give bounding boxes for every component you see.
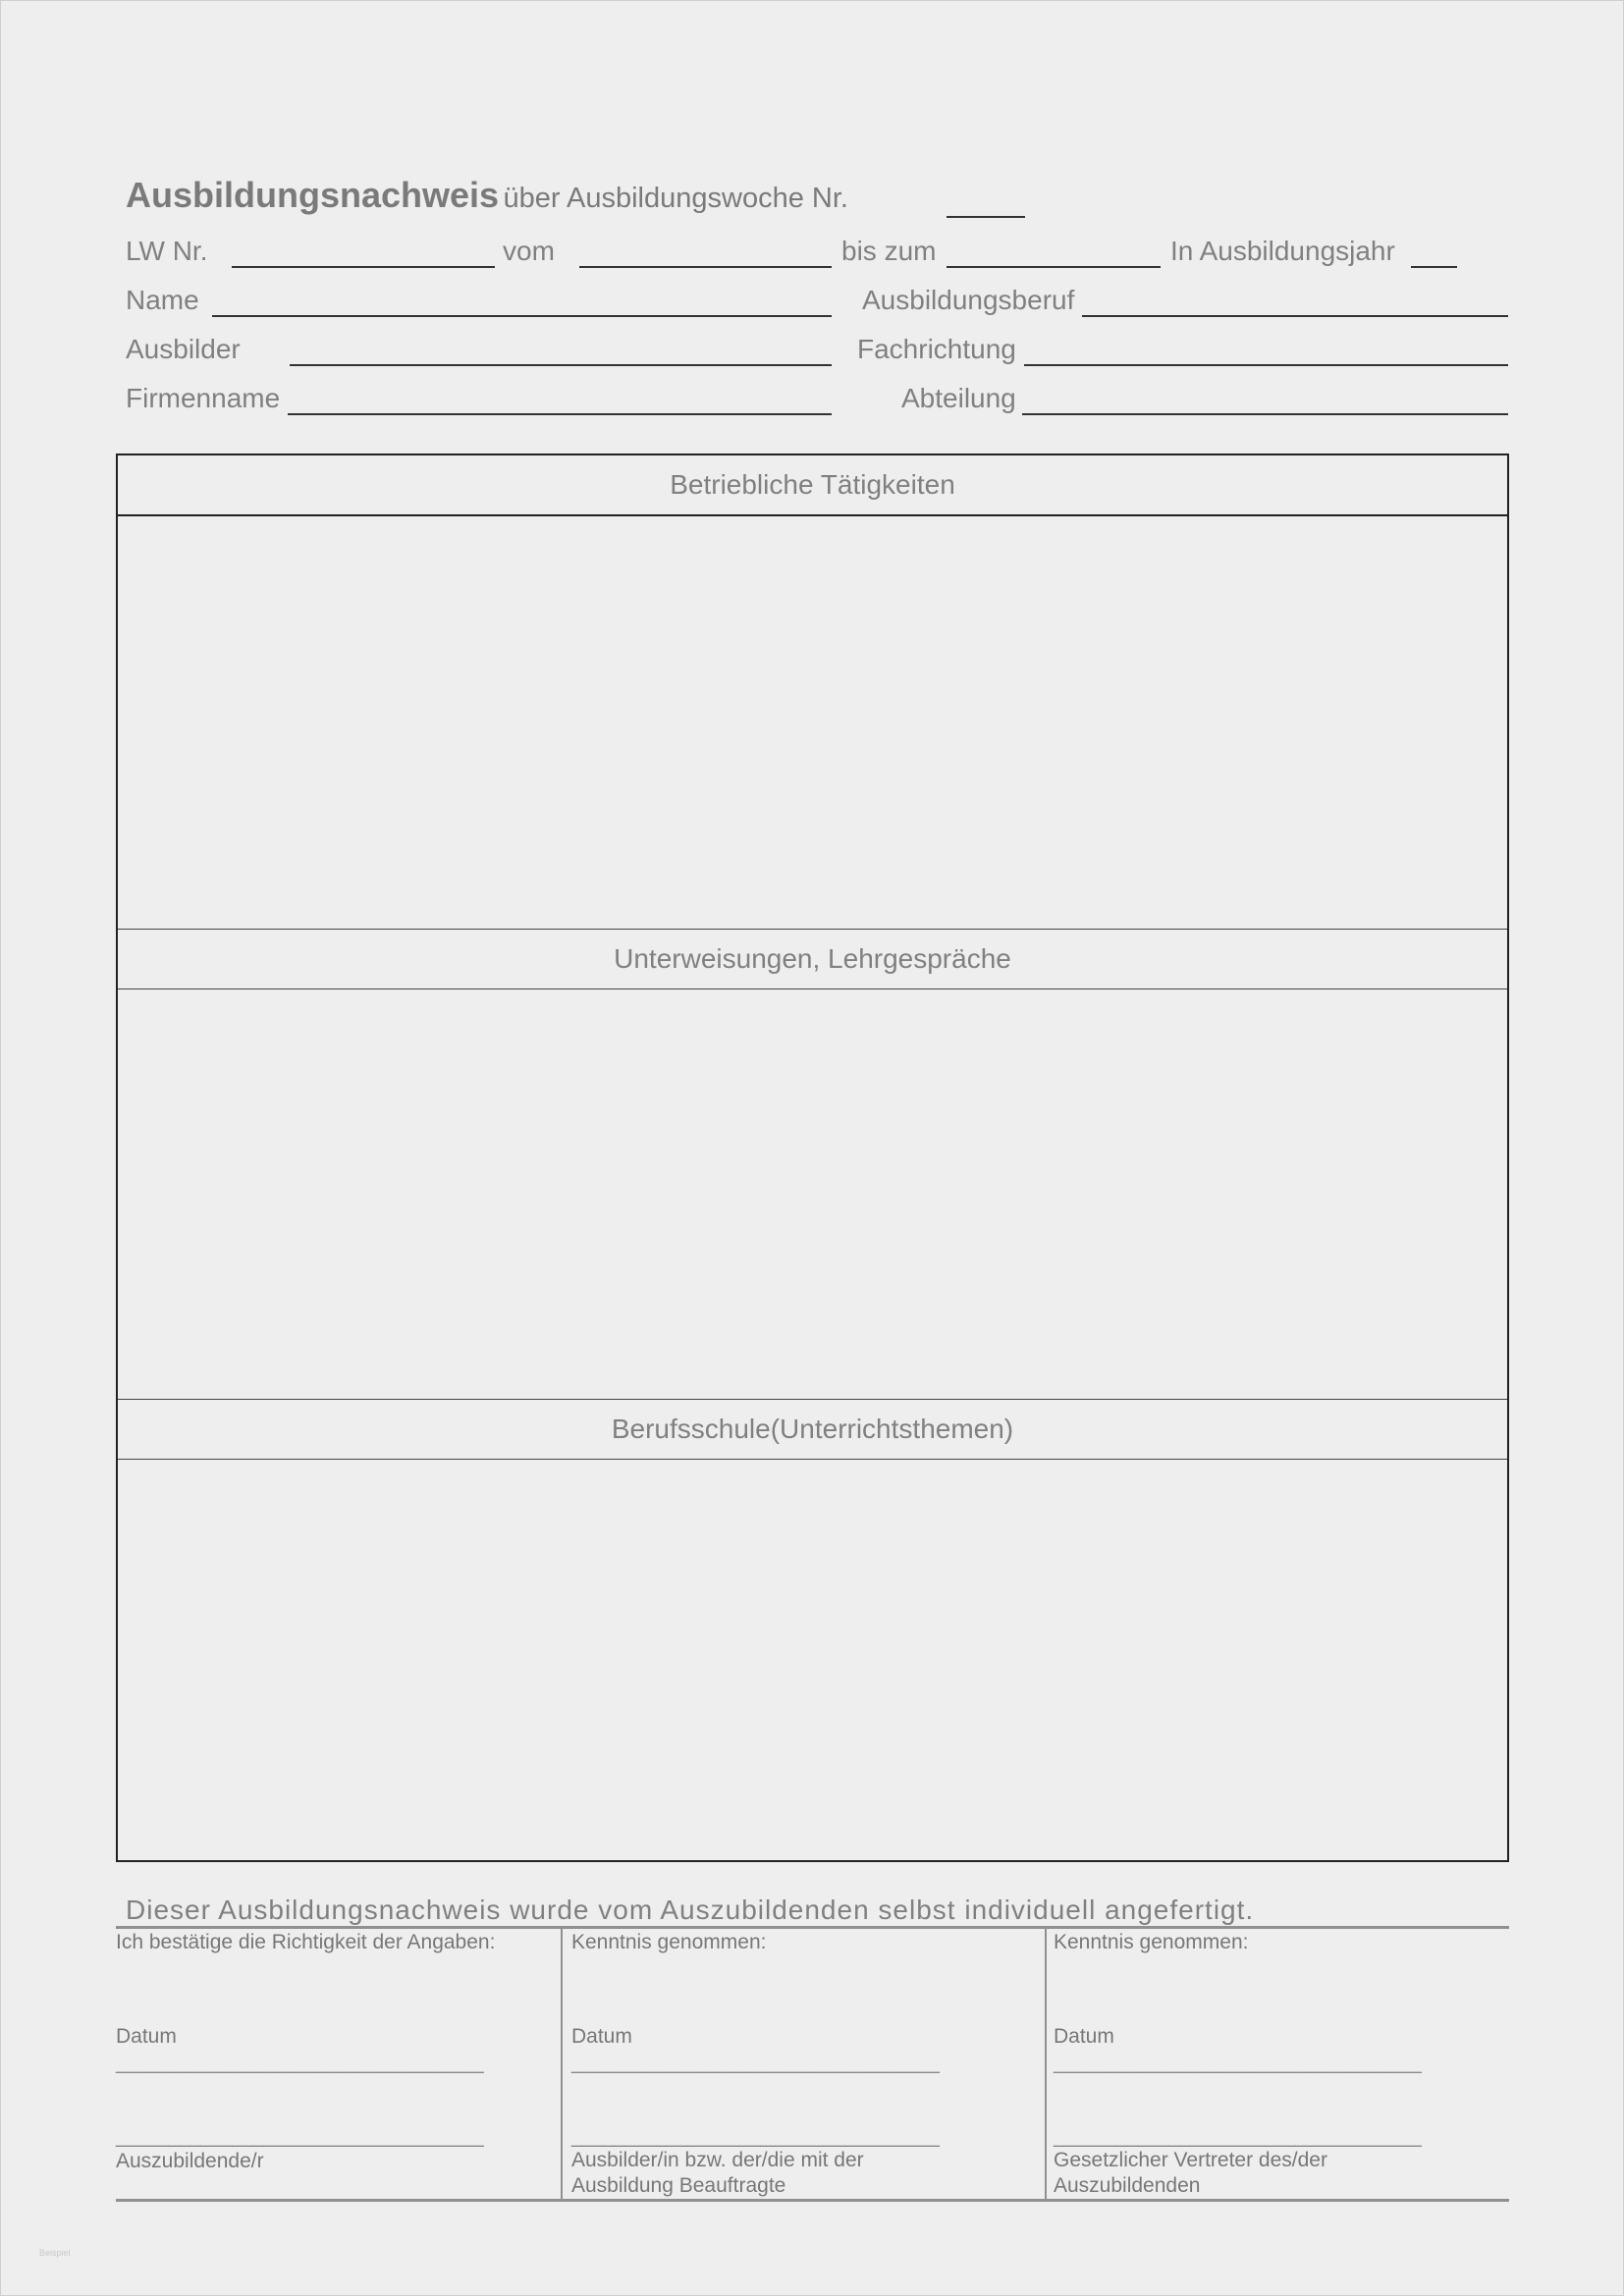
sig-col2-signer: Ausbilder/in bzw. der/die mit der Ausbildung Beauftragte	[571, 2149, 864, 2197]
watermark: Beispiel	[39, 2248, 71, 2258]
name-label: Name	[126, 285, 199, 315]
divider	[118, 929, 1507, 930]
sig-col1-signer: Auszubildende/r	[116, 2150, 264, 2172]
sig-col1-signature-line[interactable]: ___________________________________	[116, 2125, 483, 2148]
bis-zum-label: bis zum	[841, 236, 937, 266]
signature-column-divider	[1045, 1929, 1047, 2199]
ausbildungsjahr-field[interactable]	[1411, 266, 1457, 268]
sig-col2-datum-line[interactable]: ___________________________________	[571, 2052, 939, 2074]
sig-col2-heading: Kenntnis genommen:	[571, 1931, 767, 1953]
ausbildungsberuf-field[interactable]	[1082, 315, 1508, 317]
ausbilder-field[interactable]	[290, 364, 832, 366]
page-subtitle: über Ausbildungswoche Nr.	[503, 183, 848, 214]
signature-column-divider	[561, 1929, 563, 2199]
report-table	[116, 454, 1509, 1862]
vom-label: vom	[503, 236, 555, 266]
divider	[118, 988, 1507, 989]
name-field[interactable]	[212, 315, 832, 317]
divider	[118, 1459, 1507, 1460]
section-title-berufsschule: Berufsschule(Unterrichtsthemen)	[611, 1414, 1014, 1444]
sig-col2-datum-label: Datum	[571, 2025, 632, 2048]
sig-col3-signature-line[interactable]: ___________________________________	[1054, 2125, 1421, 2148]
sig-col3-datum-line[interactable]: ___________________________________	[1054, 2052, 1421, 2074]
week-number-field[interactable]	[947, 216, 1025, 218]
ausbildungsjahr-label: In Ausbildungsjahr	[1170, 236, 1395, 266]
page-title: Ausbildungsnachweis	[126, 175, 500, 215]
ausbildungsberuf-label: Ausbildungsberuf	[862, 285, 1075, 315]
sig-col3-signer: Gesetzlicher Vertreter des/der Auszubildenden	[1054, 2149, 1327, 2197]
signature-bottom-rule	[116, 2199, 1509, 2202]
firmenname-field[interactable]	[288, 413, 832, 415]
ausbilder-label: Ausbilder	[126, 334, 241, 364]
sig-col3-datum-label: Datum	[1054, 2025, 1114, 2048]
signature-top-rule	[116, 1926, 1509, 1929]
sig-col1-heading: Ich bestätige die Richtigkeit der Angaben:	[116, 1931, 496, 1953]
sig-col1-datum-line[interactable]: ___________________________________	[116, 2052, 483, 2074]
declaration-text: Dieser Ausbildungsnachweis wurde vom Auszubildenden selbst individuell angefertigt.	[126, 1895, 1255, 1925]
sig-col3-heading: Kenntnis genommen:	[1054, 1931, 1249, 1953]
divider	[118, 1399, 1507, 1400]
fachrichtung-label: Fachrichtung	[857, 334, 1016, 364]
section-title-unterweisungen: Unterweisungen, Lehrgespräche	[614, 943, 1011, 974]
bis-zum-field[interactable]	[947, 266, 1161, 268]
sig-col2-signature-line[interactable]: ___________________________________	[571, 2125, 939, 2148]
section-area-betrieblich[interactable]	[118, 516, 1507, 927]
header-title-row	[126, 175, 848, 216]
section-area-unterweisungen[interactable]	[118, 990, 1507, 1398]
abteilung-field[interactable]	[1022, 413, 1508, 415]
abteilung-label: Abteilung	[901, 383, 1016, 413]
sig-col1-datum-label: Datum	[116, 2025, 177, 2048]
lw-nr-label: LW Nr.	[126, 236, 208, 266]
fachrichtung-field[interactable]	[1024, 364, 1508, 366]
section-area-berufsschule[interactable]	[118, 1461, 1507, 1858]
firmenname-label: Firmenname	[126, 383, 281, 413]
vom-field[interactable]	[579, 266, 832, 268]
section-title-betrieblich: Betriebliche Tätigkeiten	[670, 469, 955, 500]
lw-nr-field[interactable]	[232, 266, 495, 268]
